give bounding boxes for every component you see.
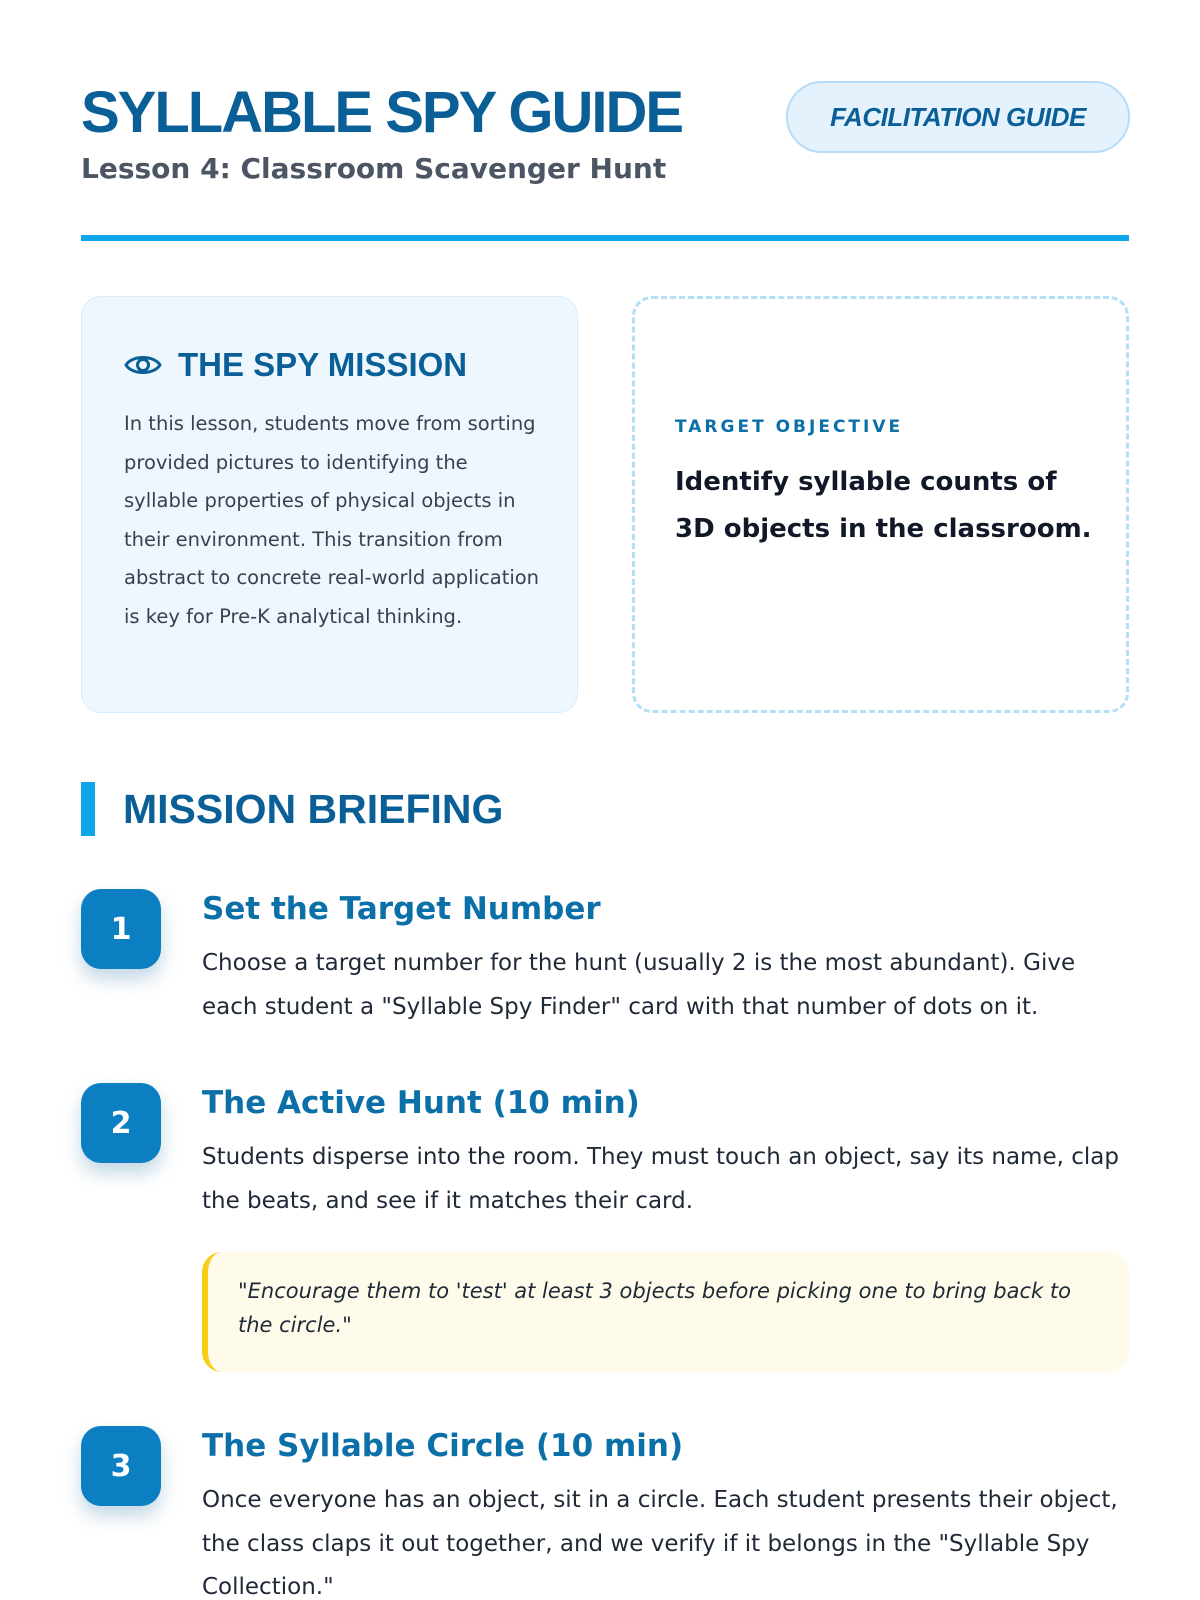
- page-title: SYLLABLE SPY GUIDE: [81, 80, 683, 145]
- spy-mission-heading: [124, 345, 467, 385]
- section-accent-bar: [81, 782, 95, 836]
- mission-briefing-heading: MISSION BRIEFING: [123, 786, 504, 832]
- step-number-badge: 2: [81, 1083, 161, 1163]
- guide-header: [81, 78, 1129, 198]
- facilitation-guide-page: [81, 0, 1129, 1600]
- target-objective-text: Identify syllable counts of 3D objects in the classroom.: [675, 467, 1092, 544]
- step-description: Once everyone has an object, sit in a circle. Each student presents their object, the class claps it out together, and we verify if it belongs in the "Syllable Spy Collection.": [202, 1487, 1118, 1600]
- facilitation-guide-badge: FACILITATION GUIDE: [786, 81, 1130, 153]
- step-description: Students disperse into the room. They must touch an object, say its name, clap the beats, and see if it matches their card.: [202, 1144, 1119, 1214]
- step-number-badge: 1: [81, 889, 161, 969]
- step-title: Set the Target Number: [202, 891, 601, 927]
- step-number-badge: 3: [81, 1426, 161, 1506]
- spy-mission-title: THE SPY MISSION: [178, 346, 468, 383]
- step-title: The Syllable Circle (10 min): [202, 1428, 684, 1464]
- eye-icon: [124, 352, 162, 378]
- spy-mission-text: In this lesson, students move from sorting provided pictures to identifying the syllable properties of physical objects in their environment. This transition from abstract to concrete real-world application is key for Pre-K analytical thinking.: [124, 412, 540, 628]
- header-divider: [81, 235, 1129, 241]
- target-objective-card: [632, 296, 1129, 713]
- step-description: Choose a target number for the hunt (usually 2 is the most abundant). Give each student a "Syllable Spy Finder" card with that number of dots on it.: [202, 950, 1076, 1020]
- lesson-subtitle: Lesson 4: Classroom Scavenger Hunt: [81, 152, 667, 185]
- facilitator-tip-callout: "Encourage them to 'test' at least 3 objects before picking one to bring back to the circle.": [202, 1252, 1129, 1372]
- target-objective-label: TARGET OBJECTIVE: [675, 417, 904, 437]
- spy-mission-card: [81, 296, 578, 713]
- step-title: The Active Hunt (10 min): [202, 1085, 640, 1121]
